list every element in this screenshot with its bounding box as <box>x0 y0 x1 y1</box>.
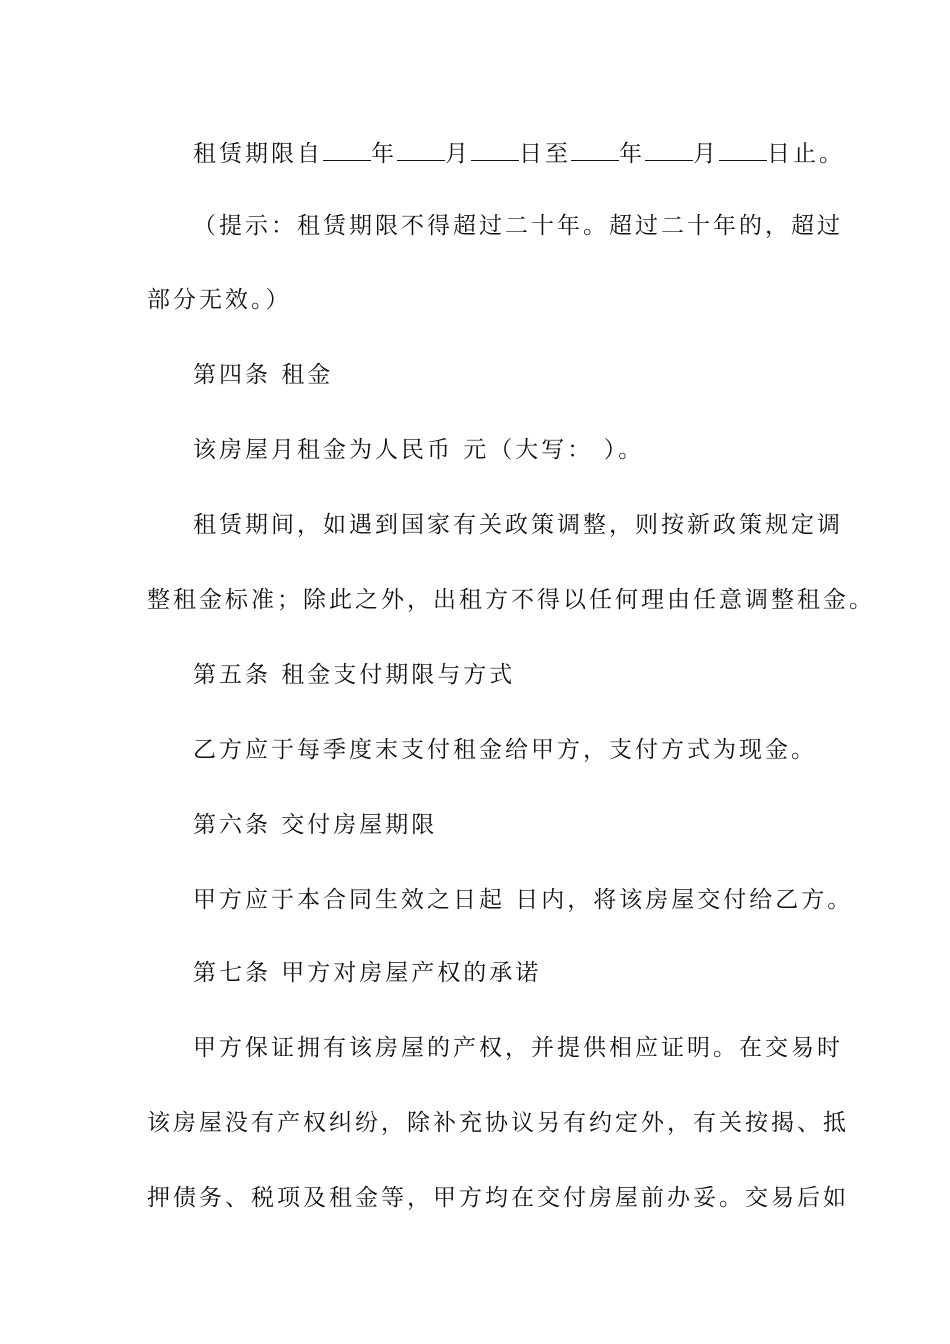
paragraph-line: 乙方应于每季度末支付租金给甲方，支付方式为现金。 <box>193 737 817 763</box>
lease-period-line <box>193 138 845 169</box>
paragraph-line: 租赁期间，如遇到国家有关政策调整，则按新政策规定调 <box>193 512 843 538</box>
day-to-label: 日至 <box>519 141 571 167</box>
month-label: 月 <box>445 141 471 167</box>
paragraph-line: 该房屋月租金为人民币 元（大写： ）。 <box>193 437 645 463</box>
paragraph-line: （提示：租赁期限不得超过二十年。超过二十年的，超过 <box>193 213 843 239</box>
paragraph-line: 甲方保证拥有该房屋的产权，并提供相应证明。在交易时 <box>193 1035 843 1061</box>
paragraph-line: 部分无效。） <box>147 287 292 313</box>
year-label: 年 <box>371 141 397 167</box>
day-end-label: 日止。 <box>767 141 845 167</box>
month-label: 月 <box>693 141 719 167</box>
section-heading: 第七条 甲方对房屋产权的承诺 <box>193 960 542 986</box>
blank-field <box>397 138 445 161</box>
blank-field <box>471 138 519 161</box>
paragraph-line: 整租金标准；除此之外，出租方不得以任何理由任意调整租金。 <box>147 587 875 613</box>
blank-field <box>571 138 619 161</box>
blank-field <box>719 138 767 161</box>
section-heading: 第五条 租金支付期限与方式 <box>193 662 516 688</box>
lease-period-prefix: 租赁期限自 <box>193 141 323 167</box>
section-heading: 第六条 交付房屋期限 <box>193 812 438 838</box>
section-heading: 第四条 租金 <box>193 362 334 388</box>
blank-field <box>323 138 371 161</box>
paragraph-line: 甲方应于本合同生效之日起 日内，将该房屋交付给乙方。 <box>193 887 854 913</box>
paragraph-line: 该房屋没有产权纠纷，除补充协议另有约定外，有关按揭、抵 <box>147 1110 849 1136</box>
year-label: 年 <box>619 141 645 167</box>
paragraph-line: 押债务、税项及租金等，甲方均在交付房屋前办妥。交易后如 <box>147 1185 849 1211</box>
blank-field <box>645 138 693 161</box>
